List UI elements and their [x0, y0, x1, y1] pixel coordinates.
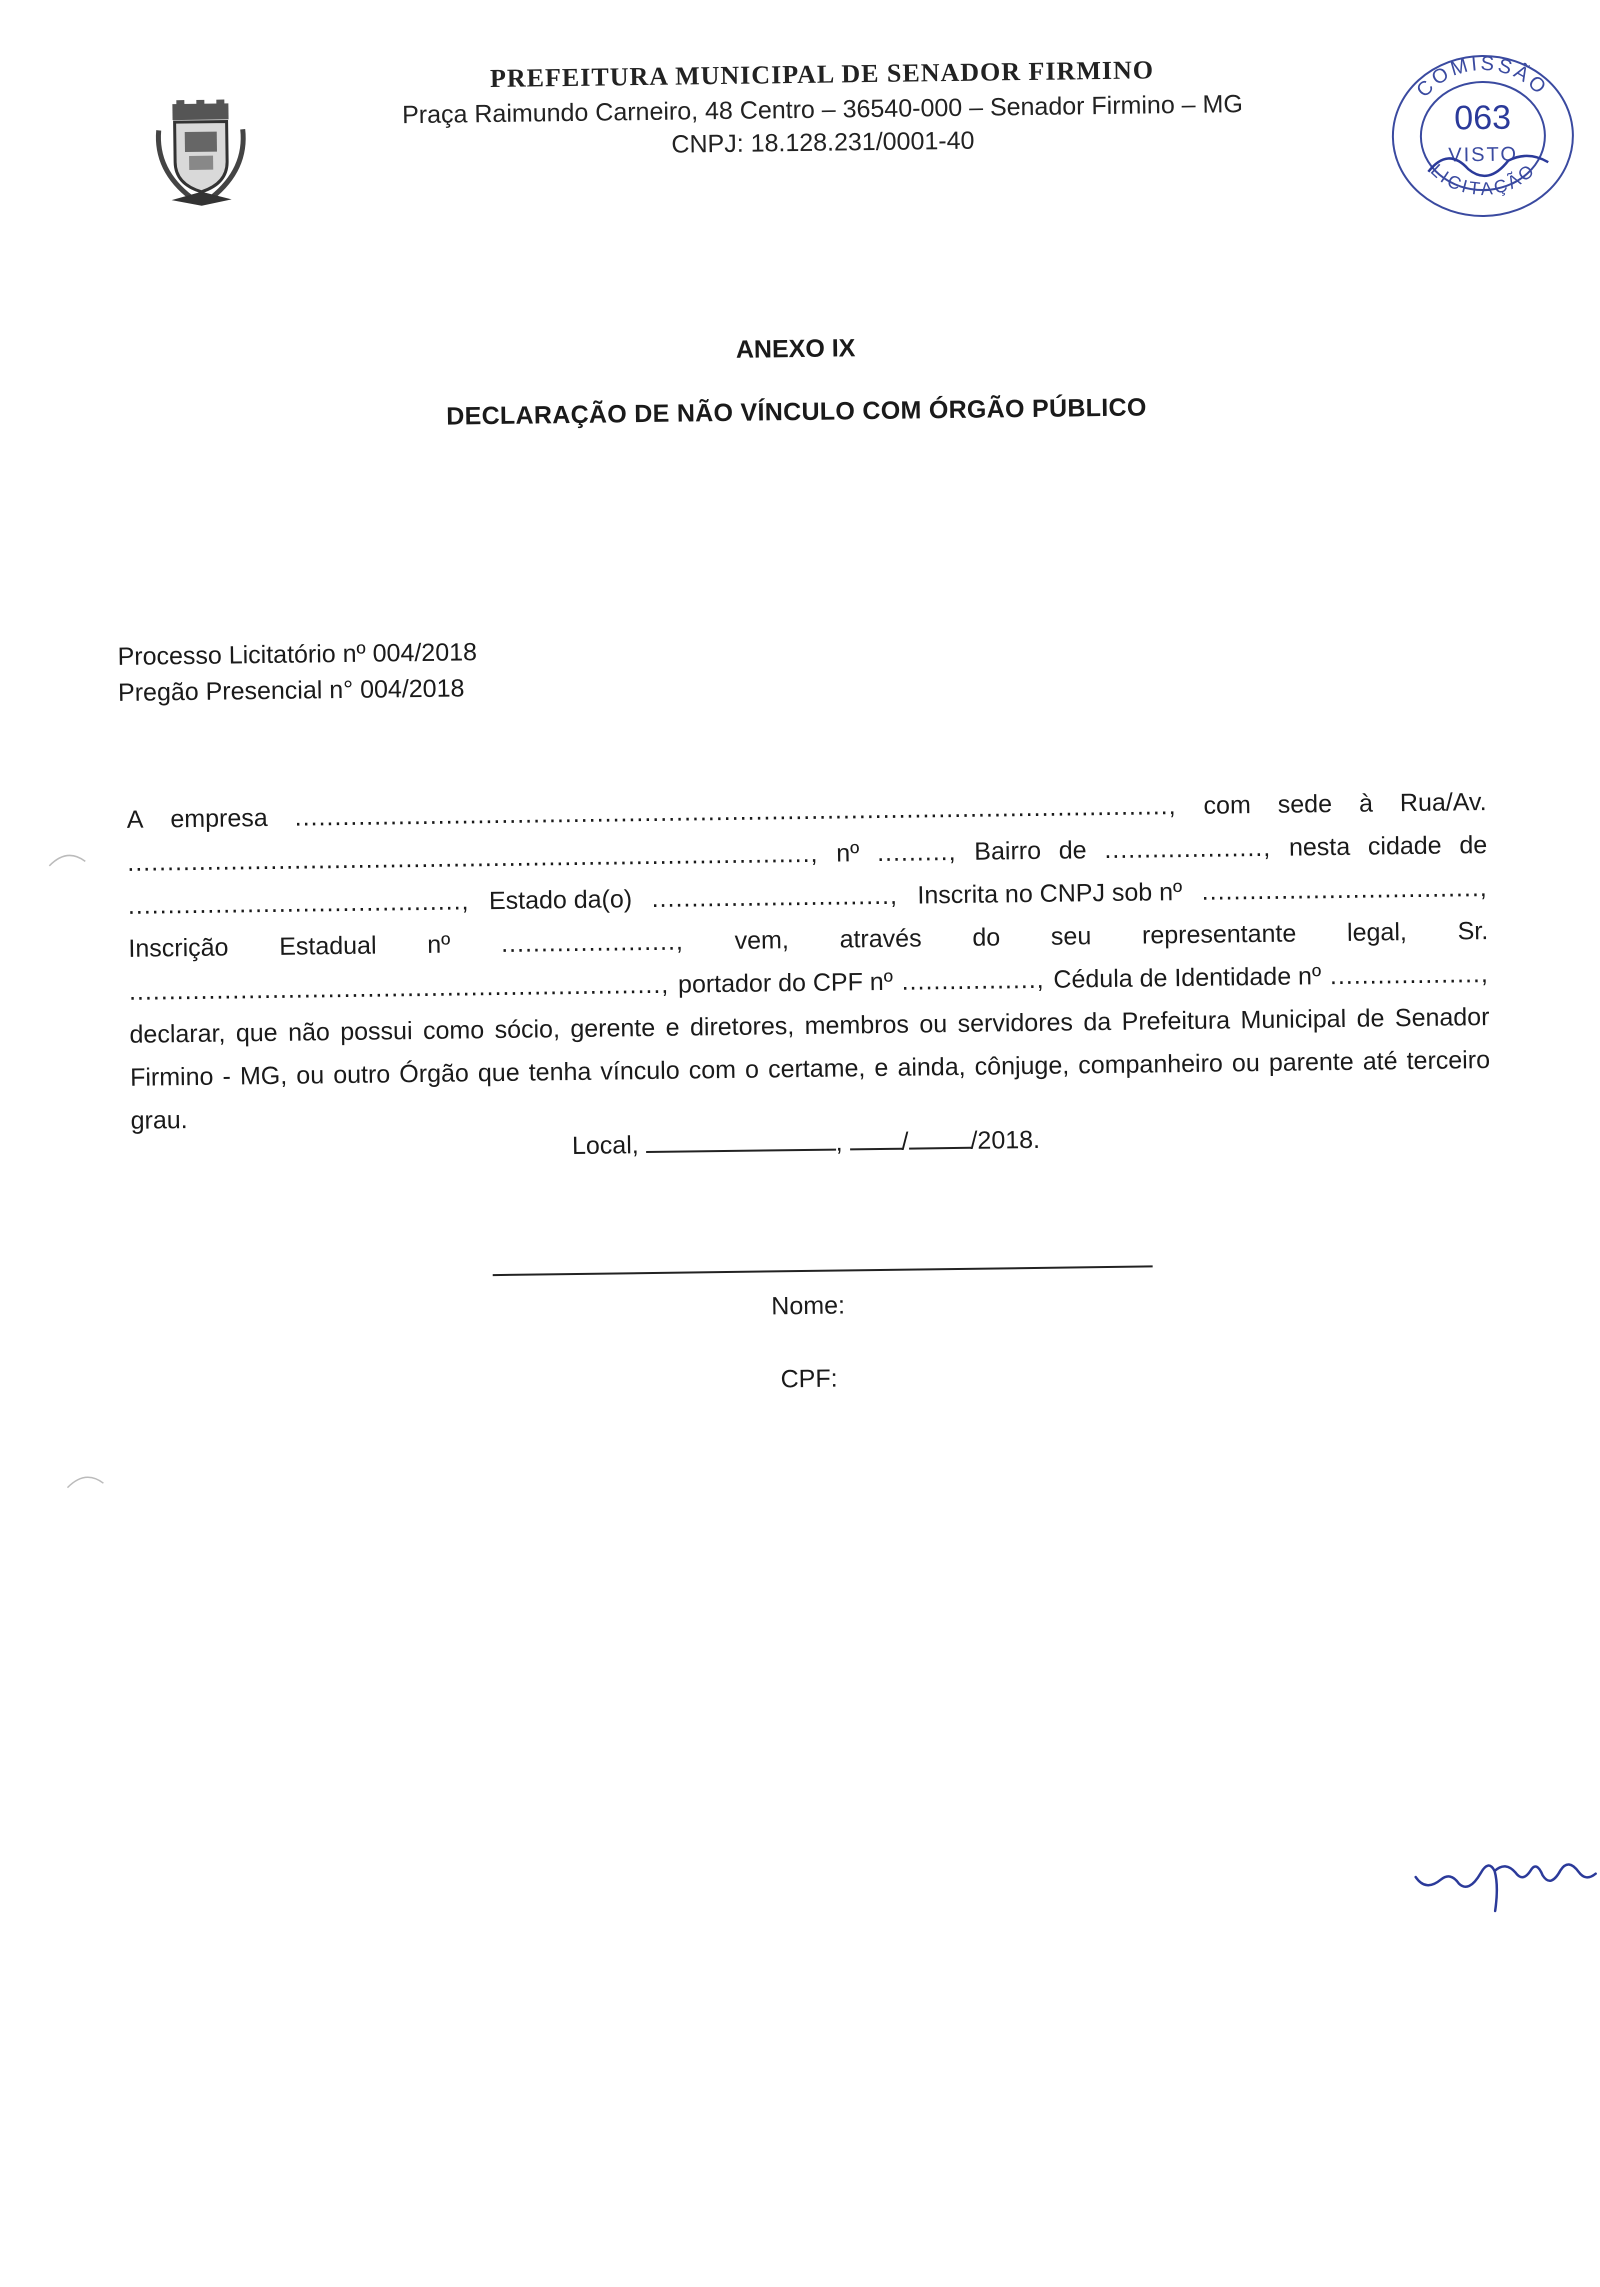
stamp-top-text: COMISSÃO — [1412, 52, 1553, 102]
body-line-5: ..................................................................., portador do CPF nº ................., Cédula de Identidade nº ..................., — [129, 953, 1489, 1014]
municipality-title: PREFEITURA MUNICIPAL DE SENADOR FIRMINO — [489, 55, 1155, 94]
declaration-title: DECLARAÇÃO DE NÃO VÍNCULO COM ÓRGÃO PÚBLICO — [446, 393, 1147, 431]
place-date-line: Local, , / /2018. — [6, 1114, 1600, 1168]
body-line-4: Inscrição Estadual nº ......................, vem, através do seu representante legal, Sr. — [128, 910, 1488, 971]
body-line-1: A empresa .............................................................................................................., com sede à Rua/Av. — [126, 781, 1486, 842]
blank-rg: ..................., — [1329, 960, 1490, 991]
blank-state: .............................., — [651, 881, 899, 913]
letterhead — [322, 53, 1323, 164]
body-line-3: .........................................., Estado da(o) .............................., Inscrita no CNPJ sob nº ..................................., — [128, 867, 1488, 928]
body-line-2: ......................................................................................, nº ........., Bairro de ...................., nesta cidade de — [127, 824, 1487, 885]
blank-street: ......................................................................................, — [127, 839, 819, 877]
year-text: /2018. — [970, 1125, 1041, 1155]
process-references — [117, 634, 477, 711]
svg-text:COMISSÃO — [1412, 52, 1552, 102]
blank-month — [908, 1123, 970, 1150]
declaration-text: declarar, que não possui como sócio, gerente e diretores, membros ou servidores da Prefeitura Municipal de Senador Firmino - MG, ou outro Órgão que tenha vínculo com o certame, e ainda, cônjuge, companheiro ou parente até terceiro grau. — [129, 1003, 1491, 1135]
processo-licitatorio: Processo Licitatório nº 004/2018 — [117, 638, 478, 671]
punch-hole-mark — [65, 1469, 105, 1490]
blank-inscricao: ......................, — [500, 927, 685, 958]
pregao-presencial: Pregão Presencial n° 004/2018 — [117, 674, 465, 707]
blank-cpf: ................., — [901, 965, 1045, 996]
stamp-bottom-text: LICITAÇÃO — [1426, 158, 1541, 200]
punch-hole-mark — [47, 847, 87, 868]
local-label: Local, — [571, 1131, 639, 1161]
annex-title: ANEXO IX — [735, 334, 856, 364]
municipality-address: Praça Raimundo Carneiro, 48 Centro – 36540-000 – Senador Firmino – MG — [401, 90, 1244, 130]
blank-number: ........., — [876, 837, 957, 868]
blank-bairro: ...................., — [1104, 833, 1272, 865]
blank-day — [849, 1124, 901, 1151]
cpf-label: CPF: — [780, 1364, 838, 1394]
blank-representative: ..................................................................., — [128, 970, 670, 1006]
blank-company: .............................................................................................................., — [294, 792, 1177, 832]
stamp-number: 063 — [1454, 98, 1512, 138]
blank-city: .........................................., — [127, 887, 470, 920]
municipality-cnpj: CNPJ: 18.128.231/0001-40 — [671, 126, 975, 159]
stamp-middle-text: VISTO — [1448, 143, 1519, 167]
nome-label: Nome: — [771, 1291, 846, 1321]
declaration-body — [126, 781, 1490, 1143]
blank-local — [645, 1125, 835, 1153]
commission-stamp — [1387, 50, 1579, 222]
blank-cnpj: ..................................., — [1201, 874, 1488, 906]
signature-line — [493, 1265, 1153, 1276]
coat-of-arms-icon — [150, 99, 251, 208]
handwritten-initials — [1410, 1830, 1600, 1922]
